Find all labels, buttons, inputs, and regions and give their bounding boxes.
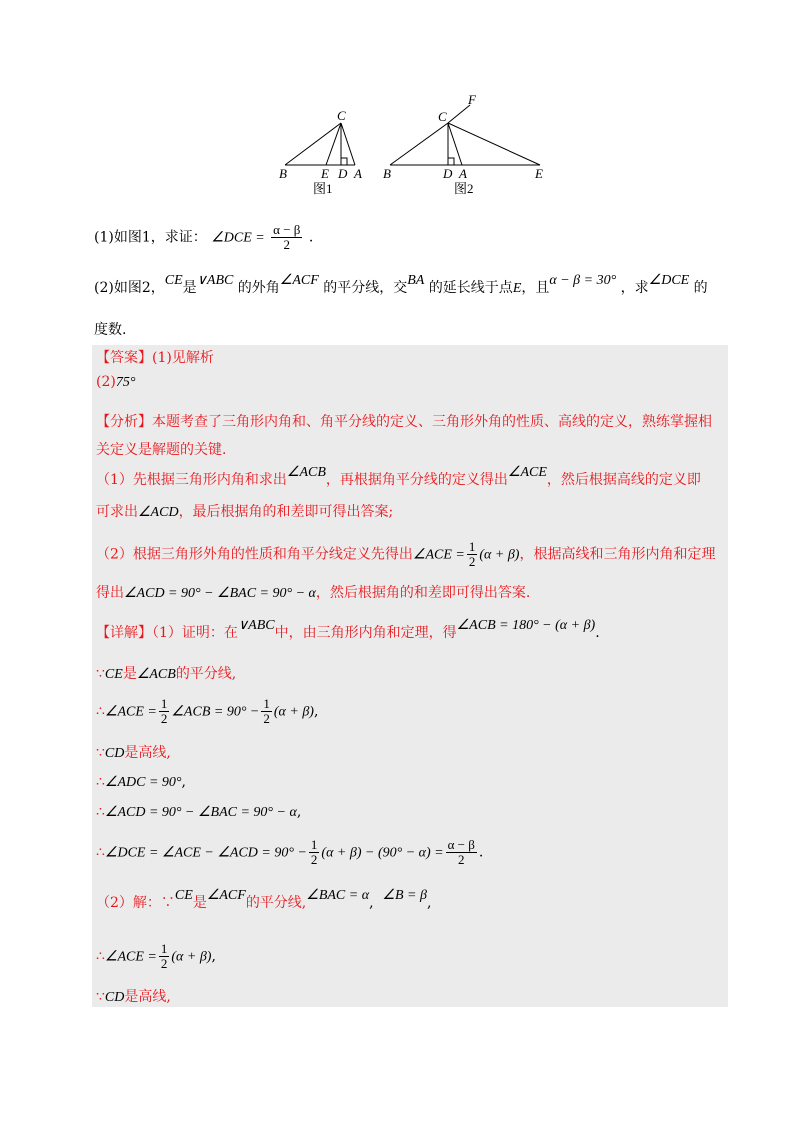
detail-line-intro: 【详解】（1）证明：在∨ABC中，由三角形内角和定理，得∠ACB = 180° − (α + β). — [96, 618, 600, 641]
detail-part-2-line-1: （2）解：∵CE是∠ACF的平分线,∠BAC = α, ∠B = β, — [96, 888, 432, 911]
geometry-figures — [270, 95, 570, 205]
figure-1 — [285, 123, 355, 165]
answer-part-2: (2)75° — [96, 374, 136, 390]
fig1-label-a: A — [354, 166, 362, 181]
analysis-line-2: 关定义是解题的关键. — [96, 442, 227, 458]
analysis-line-1: 【分析】本题考查了三角形内角和、角平分线的定义、三角形外角的性质、高线的定义，熟练掌握相 — [96, 414, 712, 430]
fig2-label-c: C — [438, 109, 447, 124]
fig1-label-c: C — [337, 108, 346, 123]
question-2: (2)如图2，CE是∨ABC 的外角∠ACF 的平分线，交BA 的延长线于点E，且α − β = 30° ，求∠DCE 的 — [94, 273, 708, 296]
question-1: (1)如图1，求证： ∠DCE = $\frac{\alpha - \beta}{2}$ . — [94, 222, 314, 252]
detail-line-4: ∴∠ADC = 90°, — [96, 774, 186, 790]
analysis-step-2-line-2: 得出∠ACD = 90° − ∠BAC = 90° − α，然后根据角的和差即可得出答案. — [96, 585, 531, 601]
detail-line-3: ∵CD是高线, — [96, 745, 171, 761]
figure-2 — [390, 105, 540, 165]
question-1-text: (1)如图1，求证： — [94, 229, 207, 246]
analysis-step-1-line-1: （1）先根据三角形内角和求出∠ACB，再根据角平分线的定义得出∠ACE，然后根据高线的定义即 — [96, 465, 701, 488]
detail-line-1: ∵CE是∠ACB的平分线, — [96, 666, 237, 682]
detail-line-6: ∴∠DCE = ∠ACE − ∠ACD = 90° − $\frac{1}{2}$ (α + β) − (90° − α) = $\frac{\alpha - \beta}{2}$ . — [96, 837, 484, 867]
fig2-label-b: B — [383, 166, 391, 181]
fig2-caption: 图2 — [454, 181, 474, 196]
fig2-label-e: E — [535, 166, 543, 181]
fig2-label-d: D — [443, 166, 453, 181]
detail-part-2-line-3: ∵CD是高线, — [96, 989, 171, 1005]
answer-label: 【答案】(1)见解析 — [96, 350, 214, 366]
analysis-step-2-line-1: （2）根据三角形外角的性质和角平分线定义先得出∠ACE = $\frac{1}{2}$ (α + β)，根据高线和三角形内角和定理 — [96, 539, 716, 569]
detail-line-5: ∴∠ACD = 90° − ∠BAC = 90° − α, — [96, 804, 302, 820]
question-1-fraction: $\frac{\alpha - \beta}{2}$ — [273, 222, 301, 252]
analysis-step-1-line-2: 可求出∠ACD，最后根据角的和差即可得出答案; — [96, 504, 394, 520]
fig1-caption: 图1 — [313, 181, 333, 196]
fig1-label-e: E — [321, 166, 329, 181]
question-1-math: ∠DCE = — [211, 230, 265, 246]
fig2-label-f: F — [468, 95, 476, 107]
question-2-line-2: 度数. — [94, 322, 127, 338]
detail-part-2-line-2: ∴∠ACE = $\frac{1}{2}$ (α + β), — [96, 941, 216, 971]
fig2-label-a: A — [459, 166, 467, 181]
fig1-label-b: B — [279, 166, 287, 181]
fig1-label-d: D — [338, 166, 348, 181]
detail-line-2: ∴∠ACE = $\frac{1}{2}$ ∠ACB = 90° − $\frac{1}{2}$ (α + β), — [96, 696, 319, 726]
